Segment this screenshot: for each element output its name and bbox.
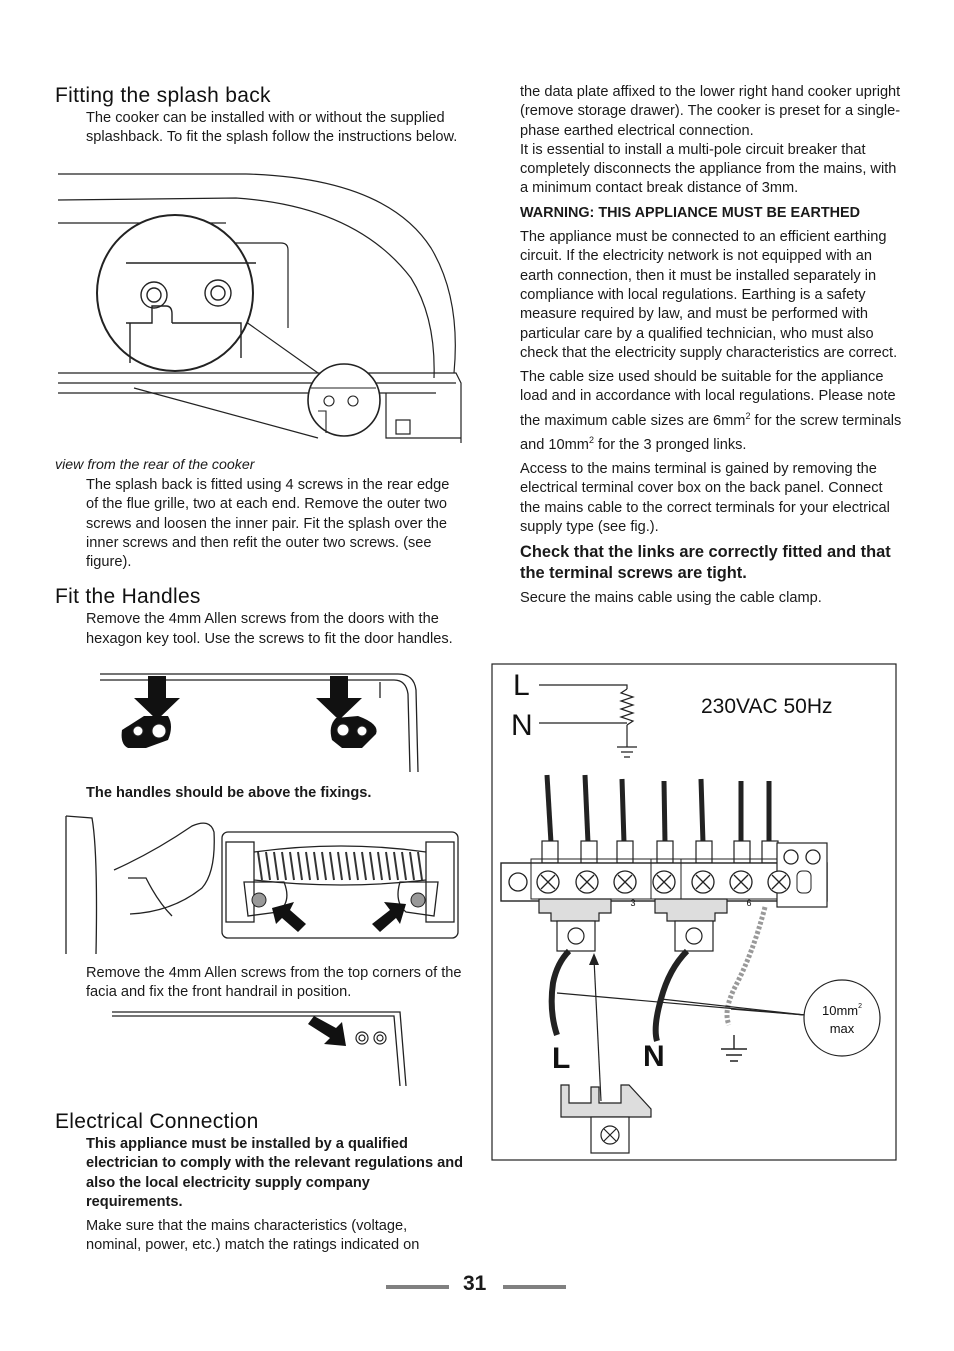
handrail-body: Remove the 4mm Allen screws from the top corners of the facia and fix the front handrail in position. bbox=[86, 965, 462, 1001]
heading-splash-back: Fitting the splash back bbox=[55, 84, 271, 107]
terminal-6-label: 6 bbox=[746, 898, 752, 908]
splash-body: The splash back is fitted using 4 screws in the rear edge of the flue grille, two at each end. Remove the outer two screws and loosen the inner pair. Fit the splash over the inner screws and then refit the outer two screws. (see figure). bbox=[86, 477, 450, 571]
right-p3: The appliance must be connected to an efficient earthing circuit. If the electricity network is not equipped with an earth connection, then it must be installed separately in compliance with local regulations. Earthing is a safety measure required by law, and must be performed with particular care by a qualified technician, who must also check that the electricity supply characteristics are correct. bbox=[520, 229, 898, 361]
electrical-bold-intro: This appliance must be installed by a qualified electrician to comply with the relevant regulations and also the local electricity supply company requirements. bbox=[86, 1136, 464, 1210]
supply-live-label: L bbox=[513, 669, 530, 702]
handles-note: The handles should be above the fixings. bbox=[86, 785, 372, 801]
page-number: 31 bbox=[463, 1272, 487, 1295]
check-links-note: Check that the links are correctly fitted and that the terminal screws are tight. bbox=[520, 543, 891, 582]
cable-max-label: max bbox=[829, 1021, 855, 1036]
splashback-figure bbox=[56, 168, 466, 458]
supply-neutral-label: N bbox=[511, 709, 533, 742]
footer-bar-right bbox=[503, 1285, 566, 1289]
right-p5: Access to the mains terminal is gained by removing the electrical terminal cover box on the back panel. Connect the mains cable to the correct terminals for your electrical supply type (see fig.). bbox=[520, 461, 890, 535]
splash-intro: The cooker can be installed with or without the supplied splashback. To fit the splash follow the instructions below. bbox=[86, 110, 458, 146]
handle-sideview-figure bbox=[62, 812, 466, 957]
cable-size-label: 10mm bbox=[821, 1003, 859, 1018]
earth-warning: WARNING: THIS APPLIANCE MUST BE EARTHED bbox=[520, 204, 861, 221]
bottom-live-label: L bbox=[552, 1042, 571, 1075]
svg-text:10mm2 bbox=[822, 1003, 862, 1018]
supply-voltage-label: 230VAC 50Hz bbox=[701, 695, 833, 718]
figure-caption-rear-view: view from the rear of the cooker bbox=[55, 457, 255, 473]
wiring-diagram bbox=[491, 663, 897, 1161]
heading-electrical-connection: Electrical Connection bbox=[55, 1110, 259, 1133]
right-p1: the data plate affixed to the lower right hand cooker upright (remove storage drawer). The cooker is preset for a single-phase earthed electrical connection. bbox=[520, 84, 901, 139]
door-fixings-figure bbox=[98, 668, 422, 776]
footer-bar-left bbox=[386, 1285, 449, 1289]
right-p2: It is essential to install a multi-pole circuit breaker that completely disconnects the appliance from the mains, with a minimum contact break distance of 3mm. bbox=[520, 141, 897, 197]
terminal-3-label: 3 bbox=[630, 898, 636, 908]
heading-fit-handles: Fit the Handles bbox=[55, 585, 201, 609]
bottom-neutral-label: N bbox=[643, 1040, 665, 1073]
handrail-figure bbox=[110, 1006, 414, 1090]
cable-size-superscript: 2 bbox=[858, 1003, 863, 1010]
electrical-body: Make sure that the mains characteristics (voltage, nominal, power, etc.) match the ratings indicated on bbox=[86, 1218, 420, 1254]
secure-cable-note: Secure the mains cable using the cable clamp. bbox=[520, 590, 822, 607]
handles-body: Remove the 4mm Allen screws from the doors with the hexagon key tool. Use the screws to fit the door handles. bbox=[86, 611, 453, 647]
right-p4: The cable size used should be suitable for the appliance load and in accordance with local regulations. Please note the maximum cable sizes are $6mm^2$ for the screw terminals and $10mm^2$ for the 3 pronged links. bbox=[520, 369, 902, 453]
